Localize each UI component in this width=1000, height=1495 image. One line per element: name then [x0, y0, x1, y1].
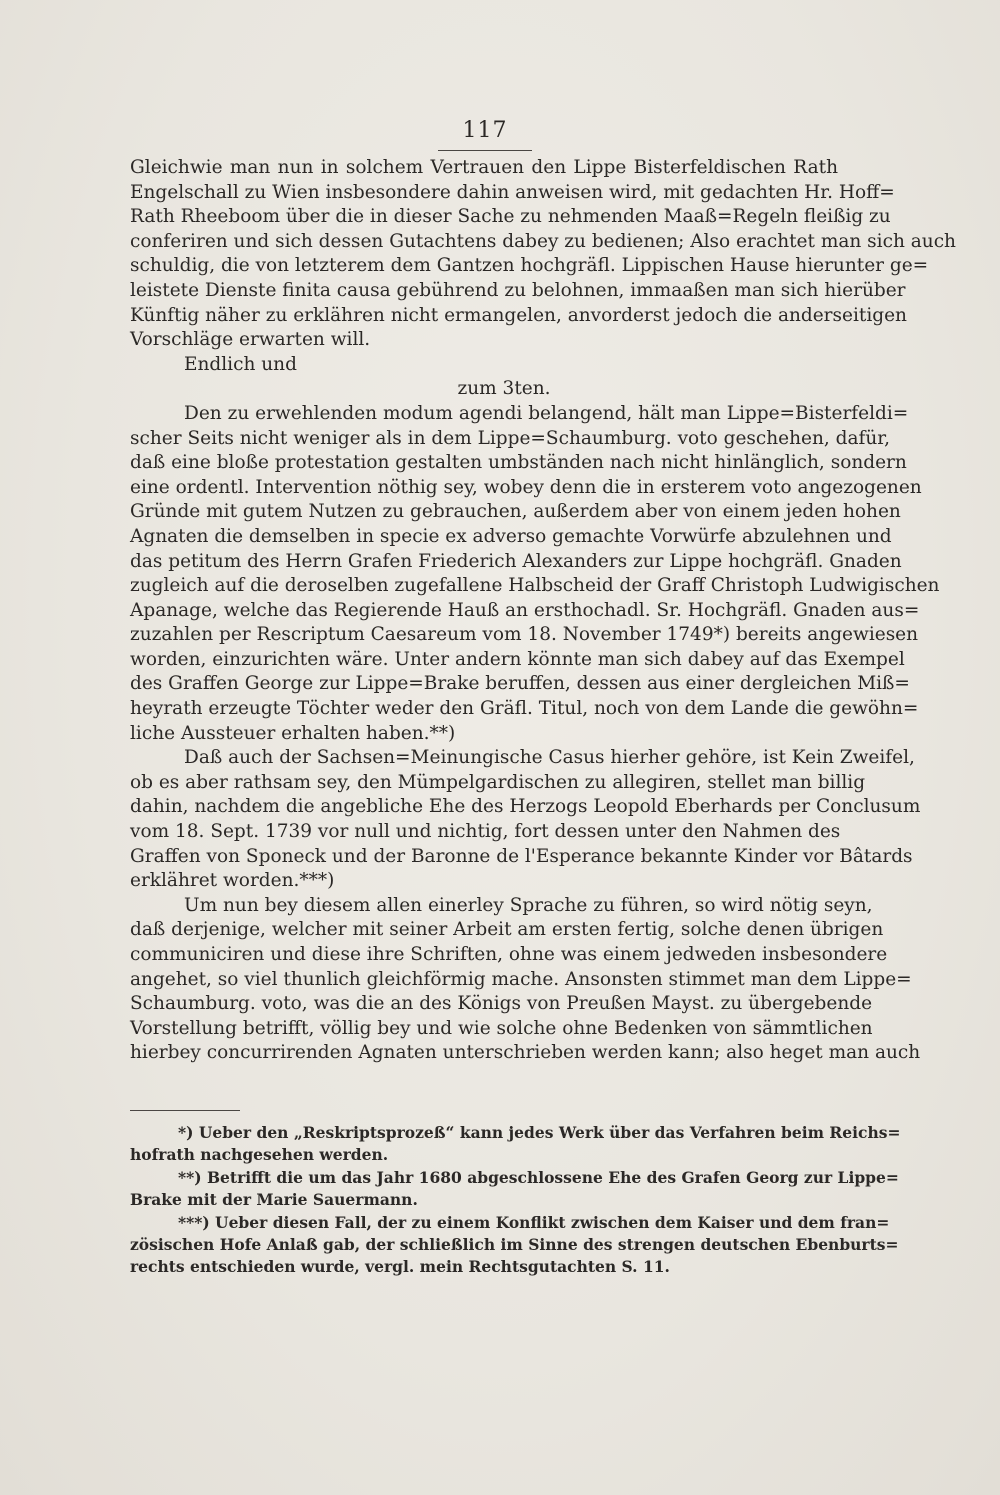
text-line: das petitum des Herrn Grafen Friederich Alexanders zur Lippe hochgräfl. Gnaden: [130, 550, 902, 572]
text-line: ob es aber rathsam sey, den Mümpelgardischen zu allegiren, stellet man billig: [130, 771, 866, 793]
text-line: leistete Dienste finita causa gebührend zu belohnen, immaaßen man sich hierüber: [130, 279, 906, 301]
body-text: [130, 156, 956, 1066]
text-line: conferiren und sich dessen Gutachtens dabey zu bedienen; Also erachtet man sich auch: [130, 230, 956, 252]
section-heading: zum 3ten.: [457, 378, 551, 400]
text-line: communiciren und diese ihre Schriften, ohne was einem jedweden insbesondere: [130, 944, 888, 965]
text-line: Agnaten die demselben in specie ex adverso gemachte Vorwürfe abzulehnen und: [130, 525, 892, 547]
text-line: Vorstellung betrifft, völlig bey und wie solche ohne Bedenken von sämmtlichen: [130, 1017, 873, 1039]
text-line: Schaumburg. voto, was die an des Königs von Preußen Mayst. zu übergebende: [130, 993, 873, 1015]
footnote-line: **) Betrifft die um das Jahr 1680 abgeschlossene Ehe des Grafen Georg zur Lippe=: [178, 1167, 899, 1187]
text-line: daß derjenige, welcher mit seiner Arbeit am ersten fertig, solche denen übrigen: [130, 919, 884, 941]
text-line: Gründe mit gutem Nutzen zu gebrauchen, außerdem aber von einem jeden hohen: [130, 501, 901, 523]
text-line: Apanage, welche das Regierende Hauß an ersthochadl. Sr. Hochgräfl. Gnaden aus=: [130, 599, 920, 621]
footnote-line: *) Ueber den „Reskriptsprozeß“ kann jedes Werk über das Verfahren beim Reichs=: [178, 1123, 901, 1142]
text-line: hierbey concurrirenden Agnaten unterschrieben werden kann; also heget man auch: [130, 1042, 921, 1064]
footnote-rule: [130, 1110, 240, 1111]
text-line: Gleichwie man nun in solchem Vertrauen den Lippe Bisterfeldischen Rath: [130, 157, 838, 178]
text-line: des Graffen George zur Lippe=Brake beruffen, dessen aus einer dergleichen Miß=: [130, 673, 910, 695]
text-line: Endlich und: [184, 353, 297, 375]
footnote-line: rechts entschieden wurde, vergl. mein Rechtsgutachten S. 11.: [130, 1257, 670, 1277]
text-line: vom 18. Sept. 1739 vor null und nichtig, fort dessen unter den Nahmen des: [130, 821, 841, 843]
text-line: Engelschall zu Wien insbesondere dahin anweisen wird, mit gedachten Hr. Hoff=: [130, 181, 895, 203]
text-line: dahin, nachdem die angebliche Ehe des Herzogs Leopold Eberhards per Conclusum: [130, 796, 921, 818]
text-line: Den zu erwehlenden modum agendi belangend, hält man Lippe=Bisterfeldi=: [184, 402, 909, 424]
footnote-line: Brake mit der Marie Sauermann.: [130, 1190, 418, 1210]
text-line: scher Seits nicht weniger als in dem Lippe=Schaumburg. voto geschehen, dafür,: [130, 427, 890, 449]
text-line: Daß auch der Sachsen=Meinungische Casus hierher gehöre, ist Kein Zweifel,: [184, 747, 915, 769]
page-number: 117: [462, 118, 508, 143]
page-number-rule: [438, 150, 532, 151]
footnote-line: ***) Ueber diesen Fall, der zu einem Konflikt zwischen dem Kaiser und dem fran=: [178, 1212, 890, 1232]
text-line: eine ordentl. Intervention nöthig sey, wobey denn die in ersterem voto angezogenen: [130, 476, 922, 498]
text-line: liche Aussteuer erhalten haben.**): [130, 722, 456, 744]
footnote-line: hofrath nachgesehen werden.: [130, 1145, 389, 1165]
text-line: Vorschläge erwarten will.: [130, 329, 371, 351]
text-line: Rath Rheeboom über die in dieser Sache zu nehmenden Maaß=Regeln fleißig zu: [130, 206, 891, 228]
text-line: Künftig näher zu erklähren nicht ermangelen, anvorderst jedoch die anderseitigen: [130, 304, 907, 326]
text-line: worden, einzurichten wäre. Unter andern könnte man sich dabey auf das Exempel: [130, 648, 905, 670]
text-line: angehet, so viel thunlich gleichförmig mache. Ansonsten stimmet man dem Lippe=: [130, 968, 912, 990]
footnotes: [130, 1122, 901, 1279]
text-line: erklähret worden.***): [130, 870, 335, 892]
text-line: zugleich auf die deroselben zugefallene Halbscheid der Graff Christoph Ludwigischen: [130, 575, 940, 597]
text-line: Um nun bey diesem allen einerley Sprache zu führen, so wird nötig seyn,: [184, 894, 873, 916]
text-line: zuzahlen per Rescriptum Caesareum vom 18. November 1749*) bereits angewiesen: [130, 624, 919, 646]
text-line: heyrath erzeugte Töchter weder den Gräfl. Titul, noch von dem Lande die gewöhn=: [130, 698, 919, 720]
text-line: Graffen von Sponeck und der Baronne de l'Esperance bekannte Kinder vor Bâtards: [130, 845, 913, 867]
text-line: daß eine bloße protestation gestalten umbständen nach nicht hinlänglich, sondern: [130, 452, 907, 474]
text-line: schuldig, die von letzterem dem Gantzen hochgräfl. Lippischen Hause hierunter ge=: [130, 255, 929, 277]
footnote-line: zösischen Hofe Anlaß gab, der schließlich im Sinne des strengen deutschen Ebenburts=: [130, 1234, 899, 1254]
